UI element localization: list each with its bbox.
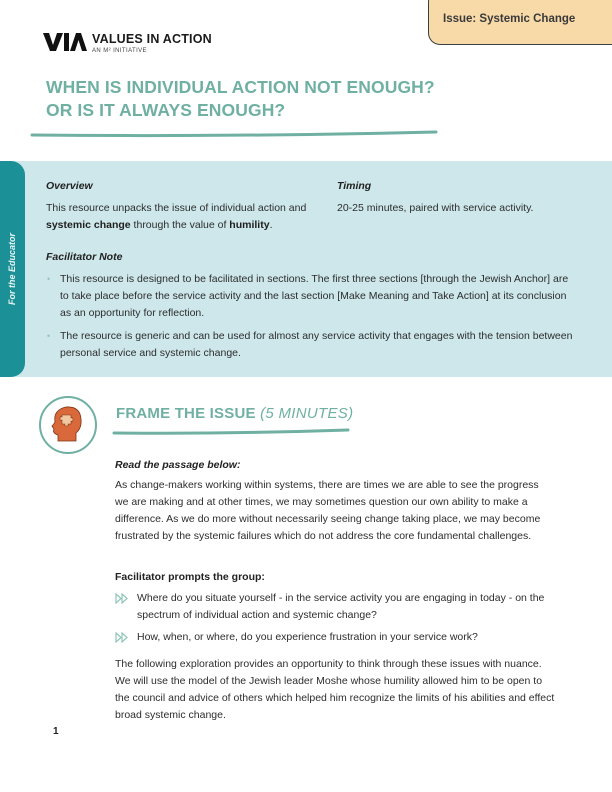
logo xyxy=(43,33,212,57)
prompt-item: How, when, or where, do you experience frustration in your service work? xyxy=(115,629,555,646)
section-duration: (5 MINUTES) xyxy=(260,405,354,422)
page-number: 1 xyxy=(53,726,59,737)
double-arrow-icon xyxy=(115,593,130,604)
double-arrow-icon xyxy=(115,632,130,643)
title-line-2: OR IS IT ALWAYS ENOUGH? xyxy=(46,100,286,120)
facilitator-note-item: • This resource is designed to be facilitated in sections. The first three sections [through the Jewish Anchor] are to take place before the service activity and the last section [Make Meaning and Take Action] at its conclusion as an opportunity for reflection. xyxy=(46,271,576,322)
title-line-1: WHEN IS INDIVIDUAL ACTION NOT ENOUGH? xyxy=(46,77,435,97)
logo-subtitle: AN M² INITIATIVE xyxy=(92,48,147,54)
section-underline xyxy=(112,428,350,436)
timing-label: Timing xyxy=(337,180,372,192)
exploration-text: The following exploration provides an opportunity to think through these issues with nuance. We will use the model of the Jewish leader Moshe whose humility allowed him to be open to the council and advice of others which helped him recognize the limits of his abilities and effect broad systemic change. xyxy=(115,658,555,721)
facilitator-note-list xyxy=(46,271,576,368)
timing-text: 20-25 minutes, paired with service activity. xyxy=(337,202,534,214)
head-puzzle-icon xyxy=(38,395,98,455)
overview-text: This resource unpacks the issue of individual action and systemic change through the value of humility. xyxy=(46,202,307,231)
prompts-label: Facilitator prompts the group: xyxy=(115,571,265,583)
issue-tab xyxy=(428,0,612,45)
educator-tab-label: For the Educator xyxy=(7,232,17,306)
via-logo-icon xyxy=(43,33,87,51)
prompts-list xyxy=(115,590,555,651)
logo-title: VALUES IN ACTION xyxy=(92,32,212,46)
page-title xyxy=(46,76,486,122)
facilitator-note-item: • The resource is generic and can be used for almost any service activity that engages with the tension between personal service and systemic change. xyxy=(46,328,576,362)
passage-text: As change-makers working within systems, there are times we are able to see the progress we are making and at other times, we may sometimes question our own ability to make a difference. As we do more without necessarily seeing change taking place, we may become frustrated by the systemic failures which do not address the core fundamental challenges. xyxy=(115,479,541,542)
issue-label: Issue: Systemic Change xyxy=(443,13,576,25)
educator-tab xyxy=(0,161,25,377)
facilitator-note-label: Facilitator Note xyxy=(46,251,123,263)
prompt-item: Where do you situate yourself - in the service activity you are engaging in today - on the spectrum of individual action and systemic change? xyxy=(115,590,555,624)
section-title: FRAME THE ISSUE (5 MINUTES) xyxy=(116,405,354,422)
read-passage-label: Read the passage below: xyxy=(115,459,241,471)
title-underline xyxy=(30,130,438,138)
overview-label: Overview xyxy=(46,180,93,192)
